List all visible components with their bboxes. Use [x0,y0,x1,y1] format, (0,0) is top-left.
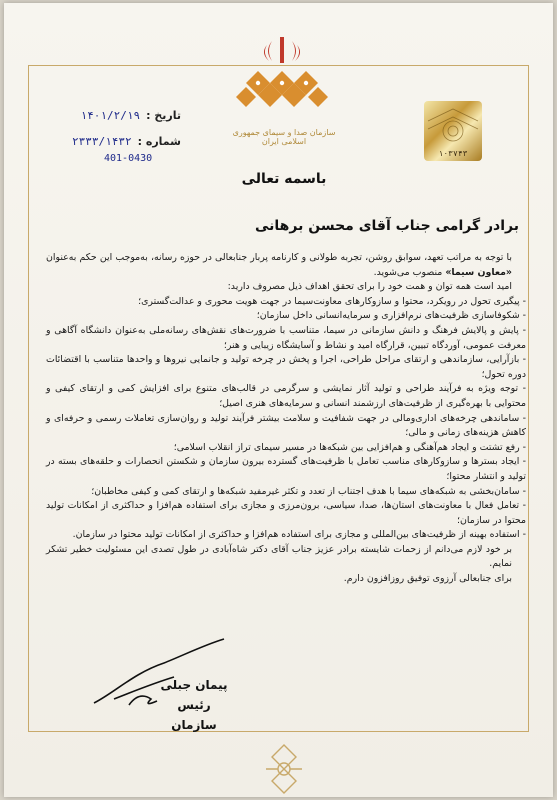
signer-block [154,675,234,735]
letter-sheet [4,3,553,797]
list-item: - پایش و پالایش فرهنگ و دانش سازمانی در سیما، متناسب با ضرورت‌های نقش‌های رسانه‌ملی به‌عنوان دانشگاه آگاهی و معرفت عمومی، آوردگاه تبیین، قرارگاه امید و نشاط و آسایشگاه زیبایی و هنر؛ [46,324,526,351]
date-row [51,103,181,129]
list-item: - توجه ویژه به فرآیند طراحی و تولید آثار نمایشی و سرگرمی در قالب‌های متنوع برای افزایش کمی و ارتقای کیفی و محتوایی با بهره‌گیری از ظرفیت‌های ارزشمند انسانی و سرمایه‌های هنری اصیل؛ [46,383,526,409]
date-label: تاریخ : [146,109,181,122]
list-item: - رفع تشتت و ایجاد هم‌آهنگی و هم‌افزایی بین شبکه‌ها در مسیر سیمای تراز انقلاب اسلامی؛ [173,441,526,453]
list-item: - تعامل فعال با معاونت‌های استان‌ها، صدا، سیاسی، برون‌مرزی و مجازی برای استفاده هم‌افزا و حداکثری از امکانات تولید محتوا در سازمان؛ [46,500,526,526]
list-item: - بازآرایی، سازماندهی و ارتقای مراحل طراحی، اجرا و پخش در چرخه تولید و جانمایی نیروها و واحدها متناسب با اقتضائات دوره تحول؛ [46,354,526,380]
intro-end: منصوب می‌شوید. [373,266,443,278]
date-value: ۱۴۰۱/۲/۱۹ [80,109,141,122]
letter-body [46,251,526,587]
position-title: «معاون سیما» [445,266,512,278]
list-item: - استفاده بهینه از ظرفیت‌های بین‌المللی و مجازی برای استفاده هم‌افزا و حداکثری از امکانات تولید محتوا در سازمان. [72,529,526,541]
hologram-serial: ۱۰۳۷۴۳ [438,149,468,158]
logo-caption: سازمان صدا و سیمای جمهوری اسلامی ایران [232,128,336,146]
handwritten-number: 401-0430 [104,153,153,164]
closing-line: برای جنابعالی آرزوی توفیق روزافزون دارم. [343,573,512,585]
footer-ornament-icon [262,743,306,797]
number-value: ۲۳۳۳/۱۴۳۲ [72,135,132,148]
letter-metadata [51,103,181,155]
salutation: برادر گرامی جناب آقای محسن برهانی [255,218,519,234]
number-row [51,129,181,155]
intro-paragraph [46,251,526,280]
number-label: شماره : [137,135,181,148]
thanks-paragraph: بر خود لازم می‌دانم از زحمات شایسته برادر عزیز جناب آقای دکتر شاه‌آبادی در طول تصدی این مسئولیت خطیر تشکر نمایم. [46,543,512,570]
list-item: - ساماندهی چرخه‌های اداری‌ومالی در جهت شفافیت و سلامت بیشتر فرآیند تولید و روان‌سازی تعاملات رسمی و حرفه‌ای و کاهش هزینه‌های زمانی و مالی؛ [46,412,526,439]
list-item: - ایجاد بسترها و سازوکارهای مناسب تعامل با ظرفیت‌های گسترده بیرون سازمان و شکستن انحصارات و حلقه‌های بسته در تولید و انتشار محتوا؛ [46,456,526,482]
list-item: - شکوفاسازی ظرفیت‌های نرم‌افزاری و سرمایه‌انسانی داخل سازمان؛ [256,310,526,322]
basmala: باسمه تعالی [241,171,327,187]
signer-name: پیمان جبلی [160,678,228,692]
irib-logo-icon [232,25,332,145]
hope-paragraph: امید است همه توان و همت خود را برای تحقق اهداف ذیل مصروف دارید: [227,281,512,293]
list-item: - پیگیری تحول در رویکرد، محتوا و سازوکارهای معاونت‌سیما در جهت هویت محوری و عدالت‌گستری؛ [138,295,526,307]
signer-title: رئیس سازمان [171,698,217,732]
list-item: - سامان‌بخشی به شبکه‌های سیما با هدف اجتناب از تعدد و تکثر غیرمفید شبکه‌ها و ارتقای کمی و کیفی مخاطبان؛ [91,485,526,497]
intro-text: با توجه به مراتب تعهد، سوابق روشن، تجربه طولانی و کارنامه پربار جنابعالی در حوزه رسانه، به‌موجب این حکم به‌عنوان [46,252,512,263]
